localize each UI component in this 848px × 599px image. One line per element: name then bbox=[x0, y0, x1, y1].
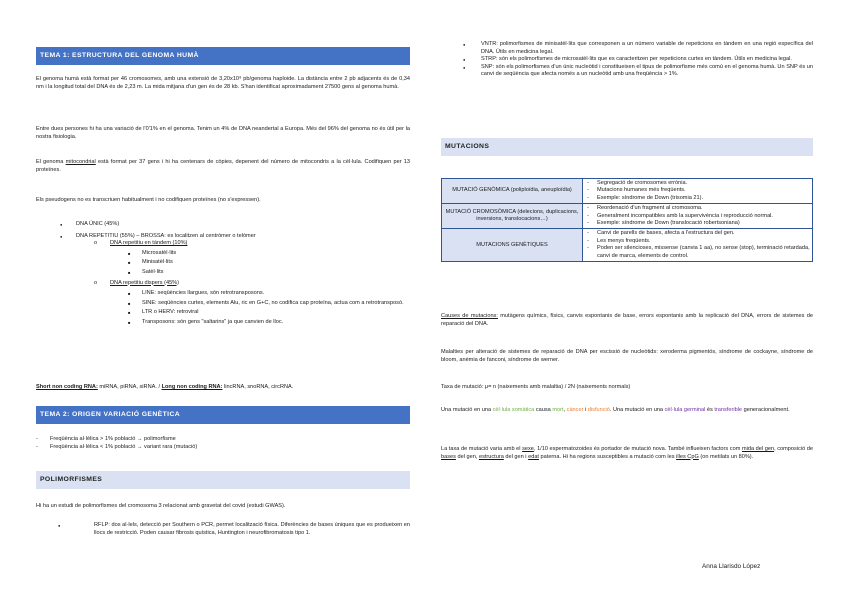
list-item-vntr: ● VNTR: polimorfismes de minisatèl·lits que corresponen a un número variable de repeticions en tàndem en una regió específica del DNA. Útils en medicina legal. bbox=[441, 41, 813, 56]
tema1-paragraph-variation: Entre dues persones hi ha una variació de l'0'1% en el genoma. Tenim un 4% de DNA neandertal a Europa. Més del 96% del genoma no és útil per la nostra fisiologia. bbox=[36, 126, 410, 140]
list-item-satellits: ■ Satèl·lits bbox=[36, 269, 410, 277]
list-item-polimorfisme: - Freqüència al·lèlica > 1% població → polimorfisme bbox=[36, 436, 410, 444]
table-cell-cromosomica: MUTACIÓ CROMOSÒMICA (delecions, duplicacions, inversions, translocacions…) bbox=[442, 204, 583, 229]
list-item-variant-rara: - Freqüència al·lèlica < 1% població → variant rara (mutació) bbox=[36, 444, 410, 452]
list-item-snp: ● SNP: són els polimorfismes d'un únic nucleòtid i constitueixen el tipus de polimorfisme més comú en el genoma humà. Un SNP és un canvi de seqüència que afecta només a un nucleòtid amb una freqüència > 1%. bbox=[441, 64, 813, 79]
mutacions-table bbox=[441, 178, 813, 262]
list-item: - Segregació de cromosomes errònia. bbox=[585, 180, 810, 187]
list-item-rflp: ● RFLP: dos al·lels, detecció per Southern o PCR, permet localització física. Diferències de bases úniques que es produeixen en llocs de restricció. Poden causar fibrosis quística, Huntington i neurofibromatosis tipo 1. bbox=[36, 522, 410, 537]
polimorfismes-heading: POLIMORFISMES bbox=[36, 471, 410, 489]
tema1-heading: TEMA 1: ESTRUCTURA DEL GENOMA HUMÀ bbox=[36, 47, 410, 65]
table-cell-genetiques: MUTACIONS GENÈTIQUES bbox=[442, 229, 583, 262]
list-item-transposons: ■ Transposons: són gens "saltarins" ja que canvien de lloc. bbox=[36, 319, 410, 327]
mutacions-somatica-germinal: Una mutació en una cèl·lula somàtica causa mort, càncer i disfunció. Una mutació en una cèl·lula germinal és transferible generacionalment. bbox=[441, 407, 790, 413]
list-item: - Canvi de parells de bases, afecta a l'estructura del gen. bbox=[585, 230, 810, 237]
list-item-sine: ■ SINE: seqüències curtes, elements Alu, ric en G+C, no codifica cap proteïna, actua com a retrotransposó. bbox=[36, 300, 410, 308]
list-item-dispers: o DNA repetitiu dispers (45%) bbox=[36, 280, 410, 288]
list-item: - Les menys freqüents. bbox=[585, 238, 810, 245]
list-item-microsatellits: ■ Microsatèl·lits bbox=[36, 250, 410, 258]
list-item-line: ■ LINE: seqüències llargues, són retrotransposons. bbox=[36, 290, 410, 298]
mutacions-heading: MUTACIONS bbox=[441, 138, 813, 156]
mutacions-taxa-variacio: La taxa de mutació varia amb el sexe, 1/10 espermatozoides és portador de mutació nova. També influeixen factors com mida del gen, composició de bases del gen, estructura del gen i edat paterna. Hi ha regions susceptibles a mutació com les illes CpG (on metilats un 80%). bbox=[441, 446, 813, 460]
tema1-paragraph-mitochondrial: El genoma mitocondrial està format per 37 gens i hi ha centenars de còpies, depenent del número de mitocondris a la cèl·lula. Codifiquen per 13 proteïnes. bbox=[36, 159, 411, 173]
table-row bbox=[442, 204, 813, 229]
list-item: - Poden ser silencioses, missense (canvia 1 aa), no sense (stop), terminació retardada, canvi de marca, elements de control. bbox=[585, 245, 810, 260]
list-item-minisatellits: ■ Minisatèl·lits bbox=[36, 259, 410, 267]
tema2-heading: TEMA 2: ORIGEN VARIACIÓ GENÈTICA bbox=[36, 406, 410, 424]
table-row bbox=[442, 229, 813, 262]
list-item-strp: ● STRP: són els polimorfismes de microsatèl·lits que es caracteritzen per repeticions curtes en tàndem. Útils en medicina legal. bbox=[441, 56, 813, 64]
polimorfismes-continued-list bbox=[441, 41, 813, 79]
polimorfismes-intro: Hi ha un estudi de polimorfismes del cromosoma 3 relacionat amb gravetat del covid (estudi GWAS). bbox=[36, 503, 286, 509]
list-item: - Mutacions humanes més freqüents. bbox=[585, 187, 810, 194]
list-item-ltr: ■ LTR o HERV: retroviral bbox=[36, 309, 410, 317]
tema1-paragraph-pseudogenes: Els pseudogens no es transcriuen habitualment i no codifiquen proteïnes (no s'expressen). bbox=[36, 197, 261, 203]
list-item-tandem: o DNA repetitiu en tàndem (10%) bbox=[36, 240, 410, 248]
list-item: - Exemple: síndrome de Down (trisomia 21). bbox=[585, 195, 810, 202]
table-cell-cromosomica-content bbox=[583, 204, 813, 229]
table-cell-genomica-content bbox=[583, 179, 813, 204]
footer-author: Anna Llarisdo López bbox=[702, 563, 761, 570]
tema2-list bbox=[36, 436, 410, 451]
mutacions-causes: Causes de mutacions: mutàgens químics, físics, canvis espontanis de base, errors espontanis amb la replicació del DNA, errors de sistemes de reparació del DNA. bbox=[441, 313, 813, 327]
list-item: - Generalment incompatibles amb la supervivència i reproducció normal. bbox=[585, 213, 810, 220]
list-item: - Exemple: síndrome de Down (translocació robertsoniana) bbox=[585, 220, 810, 227]
tema1-paragraph-genome: El genoma humà està format per 46 cromosomes, amb una extensió de 3,20x10⁹ pb/genoma haploide. La distància entre 2 pb adjacents és de 0,34 nm i la longitud total del DNA és de 2,23 m. La mida mitjana d'un gen és de 28 kb. S'han identificat aproximadament 27500 gens al genoma humà. bbox=[36, 76, 410, 90]
table-cell-genomica: MUTACIÓ GENÒMICA (poliploïdia, aneuploïdia) bbox=[442, 179, 583, 204]
list-item-dna-unic: ● DNA ÚNIC (45%) bbox=[36, 221, 410, 229]
dna-types-list bbox=[36, 221, 410, 327]
table-row bbox=[442, 179, 813, 204]
list-item: - Reordenació d'un fragment al cromosoma. bbox=[585, 205, 810, 212]
rflp-list bbox=[36, 522, 410, 537]
mutacions-taxa: Taxa de mutació: μ= n (naixements amb malaltia) / 2N (naixements normals) bbox=[441, 384, 631, 390]
non-coding-rna-line: Short non coding RNA: miRNA, piRNA, siRNA. / Long non coding RNA: lincRNA, snoRNA, circRNA. bbox=[36, 384, 294, 390]
table-cell-genetiques-content bbox=[583, 229, 813, 262]
mutacions-malalties: Malalties per alteració de sistemes de reparació de DNA per escissió de nucleòtids: xeroderma pigmentós, síndrome de cockayne, síndrome de bloom, anèmia de fanconi, síndrome de werner. bbox=[441, 349, 813, 363]
list-item-dna-repetitiu: ● DNA REPETITIU (55%) – BROSSA: es localitzen al centròmer o telòmer bbox=[36, 233, 410, 241]
